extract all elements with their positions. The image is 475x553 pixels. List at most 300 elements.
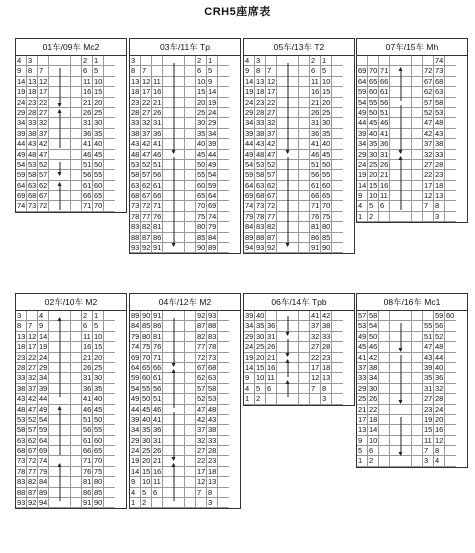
- seat-number: 77: [197, 342, 206, 352]
- seat-number: 21: [153, 97, 162, 107]
- seat-number: [104, 321, 115, 331]
- seat-number: 12: [424, 191, 433, 201]
- seat-number: 36: [83, 128, 92, 138]
- seat-number: 37: [358, 362, 367, 372]
- seat-number: 34: [208, 128, 217, 138]
- seat-number: [38, 56, 49, 66]
- seat-number: 86: [153, 321, 162, 331]
- seat-number: [218, 415, 229, 425]
- seat-number: 91: [83, 498, 92, 508]
- seat-number: 16: [83, 342, 92, 352]
- seat-number: 6: [310, 66, 321, 76]
- seat-number: 31: [153, 435, 162, 445]
- seat-number: 65: [369, 76, 378, 86]
- arrow-down-icon: [174, 63, 175, 153]
- seat-number: 41: [153, 414, 162, 424]
- seat-number: [379, 394, 390, 404]
- seat-number: [412, 342, 423, 352]
- seat-number: 49: [17, 149, 26, 159]
- seat-number: 19: [245, 87, 254, 97]
- seat-number: 2: [82, 56, 93, 66]
- seat-number: 52: [28, 414, 37, 424]
- aisle: [390, 56, 412, 66]
- seat-number: [412, 363, 423, 373]
- seat-number: 34: [17, 118, 26, 128]
- seat-number: 93: [131, 243, 140, 253]
- seat-number: 8: [255, 66, 266, 76]
- seat-number: [104, 363, 115, 373]
- seat-number: 71: [83, 201, 92, 211]
- seat-number: 61: [153, 180, 162, 190]
- seat-number: 73: [131, 201, 140, 211]
- seat-number: [379, 405, 390, 415]
- seat-number: 47: [28, 404, 37, 414]
- seat-number: [71, 467, 82, 477]
- seat-number: 18: [256, 87, 265, 97]
- seat-number: [218, 342, 229, 352]
- seat-number: 30: [322, 118, 331, 128]
- seat-number: 25: [142, 446, 151, 456]
- seat-number: [218, 191, 229, 201]
- seat-number: 21: [83, 97, 92, 107]
- seat-number: 34: [369, 373, 378, 383]
- seat-number: 46: [380, 118, 389, 128]
- seat-number: [445, 66, 456, 76]
- seat-number: 12: [142, 76, 151, 86]
- seat-number: [104, 332, 115, 342]
- seat-number: 28: [322, 342, 331, 352]
- seat-number: 52: [197, 394, 206, 404]
- seat-number: 64: [245, 180, 254, 190]
- seat-number: [185, 373, 196, 383]
- seat-number: 64: [17, 180, 26, 190]
- seat-number: [218, 363, 229, 373]
- seat-number: [71, 498, 82, 508]
- seat-number: [152, 56, 163, 66]
- seat-number: [332, 212, 343, 222]
- seat-number: 38: [369, 362, 378, 372]
- seat-number: [412, 436, 423, 446]
- seat-number: [412, 394, 423, 404]
- seat-number: 24: [208, 107, 217, 117]
- seat-number: 25: [94, 107, 103, 117]
- seat-number: [27, 311, 38, 321]
- seat-number: 56: [435, 321, 444, 331]
- seat-number: 55: [94, 425, 103, 435]
- seat-number: [332, 384, 343, 394]
- seat-number: [332, 181, 343, 191]
- seat-number: [218, 384, 229, 394]
- seat-number: [185, 243, 196, 253]
- seat-number: 13: [208, 477, 217, 487]
- seat-number: 32: [435, 383, 444, 393]
- seat-number: 75: [142, 342, 151, 352]
- seat-number: 16: [153, 87, 162, 97]
- seat-number: 60: [446, 311, 455, 320]
- seat-number: [218, 150, 229, 160]
- seat-number: [185, 139, 196, 149]
- seat-number: [412, 405, 423, 415]
- seat-number: 45: [322, 149, 331, 159]
- seat-number: 11: [266, 373, 277, 383]
- seat-number: [266, 56, 277, 66]
- seat-number: [104, 160, 115, 170]
- seat-number: 75: [322, 211, 331, 221]
- seat-number: 42: [142, 139, 151, 149]
- seat-number: 20: [256, 352, 265, 362]
- seat-number: 60: [197, 180, 206, 190]
- seat-number: 29: [131, 435, 140, 445]
- seat-number: [412, 118, 423, 128]
- seat-number: 35: [197, 128, 206, 138]
- seat-number: [104, 118, 115, 128]
- seat-number: 8: [130, 66, 141, 76]
- seat-number: 8: [434, 201, 445, 211]
- seat-number: [412, 170, 423, 180]
- seat-number: 91: [311, 243, 320, 253]
- seat-number: 69: [131, 352, 140, 362]
- seat-number: 48: [435, 118, 444, 128]
- seat-number: 5: [357, 446, 368, 456]
- seat-number: 26: [153, 107, 162, 117]
- seat-number: 25: [94, 362, 103, 372]
- seat-number: 48: [435, 342, 444, 352]
- seat-number: [445, 56, 456, 66]
- seat-number: 78: [208, 342, 217, 352]
- seat-number: 46: [153, 404, 162, 414]
- seat-number: 15: [424, 425, 433, 435]
- seat-number: 56: [83, 170, 92, 180]
- seat-number: 5: [321, 66, 332, 76]
- seat-number: 49: [358, 107, 367, 117]
- seat-number: 72: [267, 201, 276, 211]
- seat-number: 27: [197, 446, 206, 456]
- arrow-up-icon: [401, 157, 402, 210]
- seat-number: 24: [435, 404, 444, 414]
- seat-number: 9: [244, 66, 255, 76]
- seat-number: 83: [17, 477, 26, 487]
- seat-number: 56: [380, 97, 389, 107]
- seat-number: [185, 66, 196, 76]
- seat-number: 92: [197, 311, 206, 320]
- seat-number: 37: [424, 139, 433, 149]
- seat-number: 40: [256, 311, 265, 320]
- seat-number: 57: [142, 170, 151, 180]
- seat-number: [299, 384, 310, 394]
- car-table: [129, 38, 241, 254]
- seat-number: [379, 456, 390, 466]
- seat-number: 85: [94, 487, 103, 497]
- seat-number: [412, 201, 423, 211]
- seat-number: 61: [83, 180, 92, 190]
- seat-number: [310, 394, 321, 404]
- seat-number: 38: [17, 383, 26, 393]
- seat-number: [299, 66, 310, 76]
- seat-number: [71, 56, 82, 66]
- seat-number: 57: [197, 383, 206, 393]
- seat-number: 47: [197, 404, 206, 414]
- seat-number: 26: [153, 446, 162, 456]
- seat-number: 5: [368, 201, 379, 211]
- seat-number: 22: [28, 352, 37, 362]
- seat-number: 28: [17, 362, 26, 372]
- seat-number: 23: [256, 97, 265, 107]
- seat-number: 46: [369, 342, 378, 352]
- seat-number: 38: [322, 321, 331, 331]
- seat-number: 17: [424, 180, 433, 190]
- seat-number: [412, 425, 423, 435]
- seat-number: 39: [208, 139, 217, 149]
- seat-number: 76: [311, 211, 320, 221]
- seat-number: 55: [94, 170, 103, 180]
- seat-number: 3: [27, 56, 38, 66]
- seat-number: 38: [256, 128, 265, 138]
- car-table: [15, 293, 127, 509]
- seat-number: 71: [153, 352, 162, 362]
- seat-number: 67: [39, 191, 48, 201]
- seat-number: 4: [244, 56, 255, 66]
- seat-number: 80: [322, 222, 331, 232]
- seat-number: 33: [131, 118, 140, 128]
- seat-number: 31: [311, 118, 320, 128]
- seat-number: 23: [322, 352, 331, 362]
- seat-number: [299, 321, 310, 331]
- seat-number: 29: [245, 331, 254, 341]
- seat-number: 19: [424, 414, 433, 424]
- seat-number: [379, 446, 390, 456]
- seat-number: 11: [82, 77, 93, 87]
- seat-number: 36: [267, 321, 276, 331]
- arrow-up-icon: [60, 318, 61, 397]
- seat-number: 89: [131, 311, 140, 320]
- seat-number: 27: [28, 362, 37, 372]
- seat-number: 22: [142, 97, 151, 107]
- seat-number: [104, 436, 115, 446]
- seat-number: 65: [94, 446, 103, 456]
- seat-number: [104, 477, 115, 487]
- seat-number: [218, 56, 229, 66]
- seat-number: 57: [424, 97, 433, 107]
- seat-number: 94: [245, 243, 254, 253]
- seat-number: 45: [369, 118, 378, 128]
- seat-number: 89: [208, 243, 217, 253]
- seat-number: [445, 373, 456, 383]
- seat-number: 1: [357, 456, 368, 466]
- seat-number: 15: [142, 466, 151, 476]
- seat-number: 61: [311, 180, 320, 190]
- seat-number: [332, 170, 343, 180]
- seat-number: 10: [197, 76, 206, 86]
- seat-number: 58: [369, 311, 378, 320]
- seat-number: 82: [197, 331, 206, 341]
- seat-number: [185, 415, 196, 425]
- aisle: [390, 456, 412, 466]
- seat-number: 7: [266, 66, 277, 76]
- seat-number: 43: [256, 139, 265, 149]
- seat-number: [104, 87, 115, 97]
- seat-number: 51: [83, 159, 92, 169]
- seat-number: [218, 212, 229, 222]
- seat-number: 74: [245, 201, 254, 211]
- car-label: 07车/15车 Mh: [357, 39, 467, 56]
- seat-number: 66: [311, 191, 320, 201]
- seat-number: 62: [142, 180, 151, 190]
- seat-number: [71, 373, 82, 383]
- arrow-up-icon: [60, 464, 61, 502]
- seat-number: [332, 160, 343, 170]
- seat-number: [71, 363, 82, 373]
- seat-number: 28: [435, 159, 444, 169]
- seat-number: 40: [94, 394, 103, 404]
- seat-number: 20: [435, 414, 444, 424]
- seat-number: 7: [141, 66, 152, 76]
- seat-number: 6: [152, 488, 163, 498]
- seat-number: [445, 342, 456, 352]
- seat-number: [185, 332, 196, 342]
- seat-number: [104, 139, 115, 149]
- seat-number: 83: [256, 222, 265, 232]
- seat-number: 30: [256, 331, 265, 341]
- seat-number: 38: [435, 139, 444, 149]
- seat-number: [412, 108, 423, 118]
- seat-number: 3: [423, 456, 434, 466]
- seat-number: 53: [208, 394, 217, 404]
- seat-number: [299, 129, 310, 139]
- seat-number: 4: [244, 384, 255, 394]
- seat-number: [104, 384, 115, 394]
- seat-number: 87: [197, 321, 206, 331]
- seat-number: 3: [16, 311, 27, 321]
- seat-number: [299, 342, 310, 352]
- seat-number: 28: [208, 446, 217, 456]
- seat-number: 50: [94, 414, 103, 424]
- seat-number: 77: [142, 211, 151, 221]
- seat-number: [299, 170, 310, 180]
- seat-number: [185, 181, 196, 191]
- arrow-down-icon: [60, 68, 61, 106]
- seat-number: 60: [94, 180, 103, 190]
- seat-number: [218, 160, 229, 170]
- seat-number: 31: [424, 383, 433, 393]
- seat-number: 79: [208, 222, 217, 232]
- seat-number: 90: [94, 498, 103, 508]
- seat-number: 42: [424, 128, 433, 138]
- seat-number: 64: [208, 191, 217, 201]
- seat-number: 53: [17, 414, 26, 424]
- seat-number: 1: [93, 311, 104, 321]
- car-table: [356, 293, 468, 468]
- seat-number: [185, 456, 196, 466]
- seat-number: [218, 353, 229, 363]
- seat-number: 53: [28, 159, 37, 169]
- seat-number: 30: [369, 149, 378, 159]
- seat-number: 10: [322, 76, 331, 86]
- seat-number: 48: [17, 404, 26, 414]
- seat-number: [412, 332, 423, 342]
- seat-number: 27: [424, 159, 433, 169]
- seat-number: [423, 311, 434, 321]
- seat-number: 22: [39, 97, 48, 107]
- seat-number: 41: [83, 394, 92, 404]
- seat-number: 43: [208, 414, 217, 424]
- seat-number: 11: [152, 77, 163, 87]
- seat-number: 40: [142, 414, 151, 424]
- seat-number: 1: [207, 56, 218, 66]
- seat-number: [71, 405, 82, 415]
- seat-number: [185, 191, 196, 201]
- seat-number: 74: [435, 56, 444, 65]
- seat-number: [412, 181, 423, 191]
- seat-number: [218, 456, 229, 466]
- seat-number: 24: [39, 352, 48, 362]
- seat-number: 14: [131, 466, 140, 476]
- seat-number: 43: [17, 394, 26, 404]
- seat-number: 2: [368, 456, 379, 466]
- seat-number: 29: [39, 362, 48, 372]
- seat-grid: [16, 311, 126, 508]
- seat-number: 2: [196, 56, 207, 66]
- seat-number: 22: [197, 456, 206, 466]
- seat-number: 29: [358, 383, 367, 393]
- seat-number: [104, 201, 115, 211]
- seat-number: [104, 373, 115, 383]
- seat-number: [445, 446, 456, 456]
- seat-number: 48: [208, 404, 217, 414]
- seat-number: 3: [434, 212, 445, 222]
- seat-number: 49: [39, 404, 48, 414]
- seat-number: 28: [435, 394, 444, 404]
- seat-number: [185, 56, 196, 66]
- seat-number: 6: [196, 66, 207, 76]
- seat-number: [412, 129, 423, 139]
- seat-number: 92: [267, 243, 276, 253]
- seat-number: [412, 311, 423, 321]
- seat-number: 15: [94, 87, 103, 97]
- seat-number: 8: [207, 488, 218, 498]
- seat-number: 85: [197, 232, 206, 242]
- seat-number: [218, 425, 229, 435]
- seat-number: [332, 243, 343, 253]
- seat-number: 80: [197, 222, 206, 232]
- seat-number: 15: [256, 362, 265, 372]
- seat-number: [332, 56, 343, 66]
- seat-number: 42: [322, 311, 331, 320]
- seat-number: 68: [256, 191, 265, 201]
- seat-number: 53: [358, 321, 367, 331]
- seat-number: 94: [39, 498, 48, 508]
- seat-number: [104, 353, 115, 363]
- arrow-up-icon: [60, 183, 61, 210]
- seat-number: 40: [369, 128, 378, 138]
- seat-number: 14: [245, 362, 254, 372]
- seat-number: 32: [424, 149, 433, 159]
- seat-number: 8: [434, 446, 445, 456]
- seat-number: 6: [82, 321, 93, 331]
- seat-number: 39: [245, 311, 254, 320]
- seat-number: 2: [82, 311, 93, 321]
- arrow-down-icon: [174, 412, 175, 460]
- seat-number: 36: [153, 128, 162, 138]
- seat-number: 90: [142, 311, 151, 320]
- seat-number: 63: [131, 180, 140, 190]
- seat-number: 24: [245, 97, 254, 107]
- arrow-down-icon: [401, 323, 402, 350]
- seat-number: 2: [141, 498, 152, 508]
- seat-number: 33: [358, 373, 367, 383]
- seat-number: [218, 66, 229, 76]
- arrow-down-icon: [288, 157, 289, 247]
- seat-number: [299, 98, 310, 108]
